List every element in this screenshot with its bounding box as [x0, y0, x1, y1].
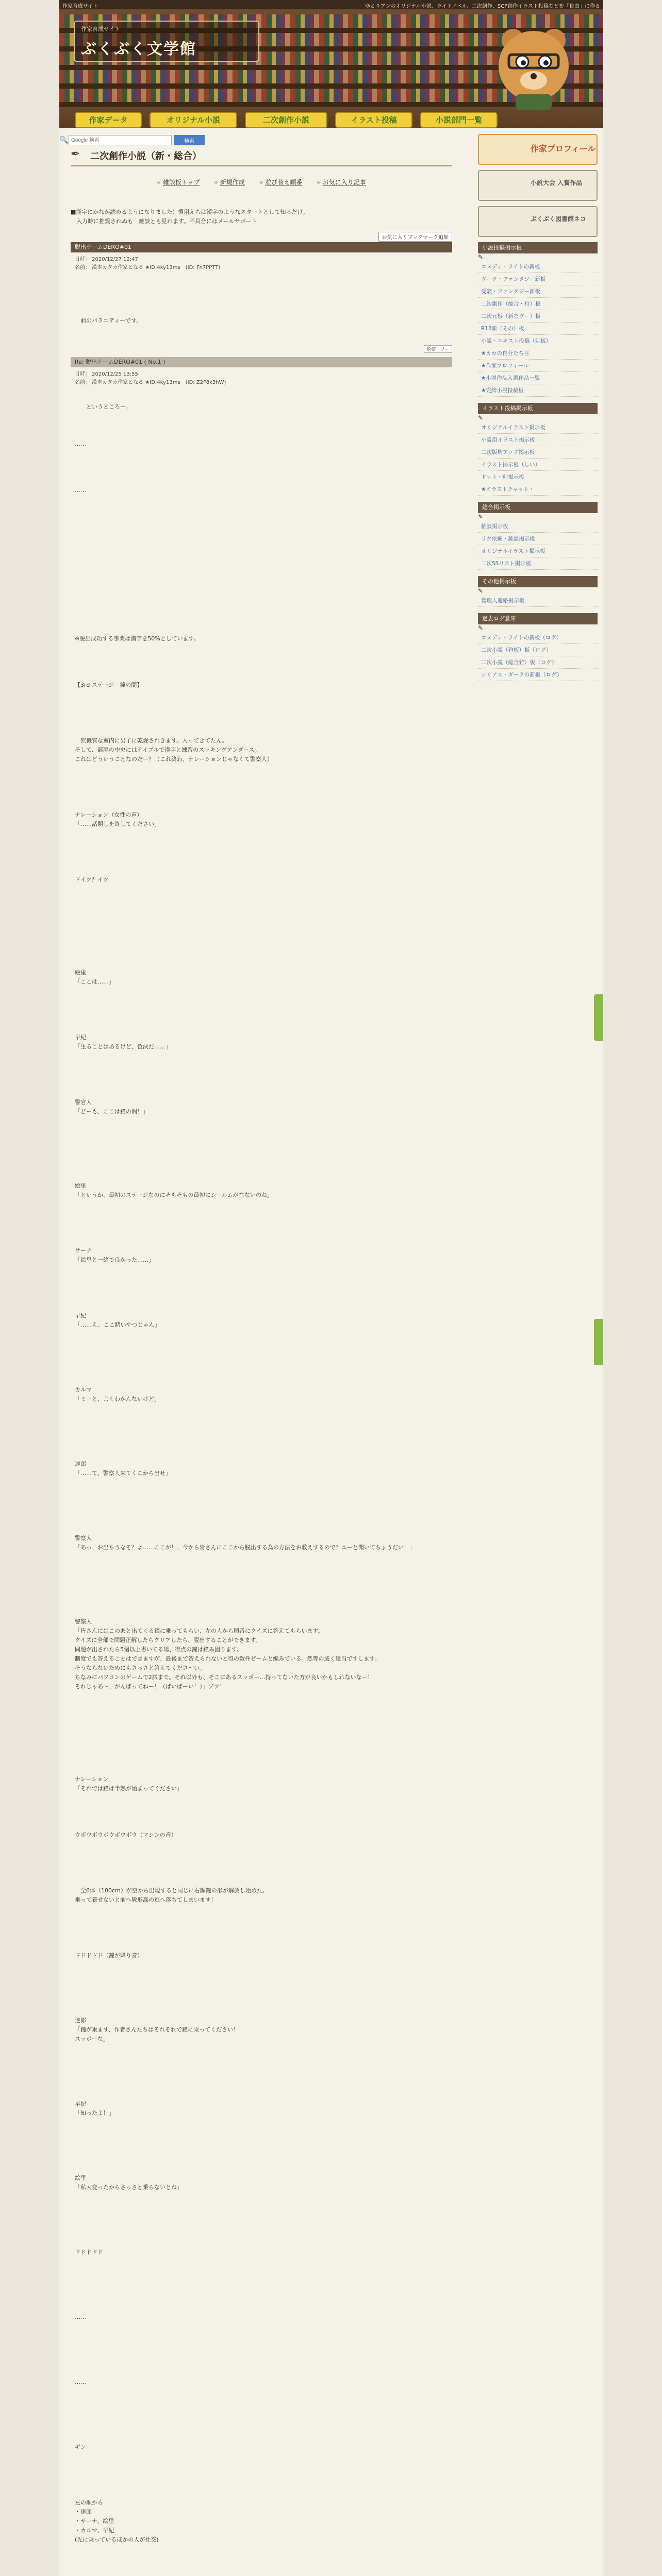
side-link[interactable]: イラスト掲示板（しい）: [478, 459, 598, 471]
top-bar: [59, 0, 603, 9]
post-body: 前のパラエティーです。: [75, 317, 142, 324]
pencil-icon: ✎: [478, 587, 484, 595]
side-section: [478, 576, 598, 607]
board-note: ■漢字にかなが読めるようになりました！慣用えちは漢字のようなスタートとして知るだけ。 入力時に推奨されぬも 雑談とも見れます。不具合にはメールサポート: [71, 209, 308, 225]
side-link[interactable]: 二次SSリスト掲示板: [478, 557, 598, 570]
side-link[interactable]: ★小説作品入選作品一覧: [478, 372, 598, 384]
bear-mascot-icon: [482, 14, 585, 117]
side-link[interactable]: 小説・エキスト投稿（処板）: [478, 335, 598, 347]
side-link[interactable]: ドット・粘掲示板: [478, 471, 598, 483]
search-button[interactable]: 検索: [174, 135, 205, 145]
side-link[interactable]: シリアス・ダークの新板（ログ）: [478, 669, 598, 681]
side-link[interactable]: 二次版権アップ掲示板: [478, 446, 598, 459]
side-link[interactable]: 二次小説（総合狩）板（ログ）: [478, 656, 598, 669]
nav-writer[interactable]: 作家データ: [75, 112, 142, 128]
nav-list[interactable]: 小説部門一覧: [420, 112, 498, 128]
side-section-title: その他掲示板: [478, 576, 598, 587]
side-link[interactable]: リク依頼・雑談掲示板: [478, 533, 598, 545]
side-link[interactable]: 二次小説（狩板）板（ログ）: [478, 644, 598, 656]
promo-profile[interactable]: 作家プロフィール: [478, 134, 598, 165]
search-area: [59, 135, 214, 146]
side-section-title: 総合掲示板: [478, 502, 598, 513]
side-section: [478, 502, 598, 570]
side-link[interactable]: コメディ・ライトの新板（ログ）: [478, 632, 598, 644]
post-1: [71, 242, 452, 352]
side-tab-top[interactable]: [594, 994, 603, 1041]
top-right-text: ゆとりアンのオリジナル小説、ライトノベル、二次創作、SCP創作イラスト投稿などを「自由」に作る: [365, 4, 600, 9]
side-link[interactable]: 小説用イラスト掲示板: [478, 434, 598, 446]
side-link[interactable]: 二次創作（総合・狩）板: [478, 298, 598, 310]
nav-original[interactable]: オリジナル小説: [150, 112, 237, 128]
side-link[interactable]: 管理人連絡掲示板: [478, 595, 598, 607]
side-section: [478, 242, 598, 397]
pencil-icon: ✎: [478, 253, 484, 261]
side-link[interactable]: オリジナルイラスト掲示板: [478, 545, 598, 557]
search-input[interactable]: [69, 135, 172, 145]
side-link[interactable]: ★完結小説投稿板: [478, 384, 598, 397]
side-link[interactable]: ★作家プロフィール: [478, 360, 598, 372]
side-section-title: 過去ログ倉庫: [478, 613, 598, 624]
page-title: 二次創作小説（新・総合）: [90, 151, 202, 162]
logo-main: ぶくぶく文学館: [81, 40, 196, 58]
post-meta: 日時： 2020/12/27 12:47 名前： 漢本カタカ作家となる ★ID:4ky13ms (ID: Fn7PPTT): [75, 257, 221, 270]
crumb-0[interactable]: » 雑談板トップ: [157, 179, 200, 186]
post-title[interactable]: 脱出ゲームDERO#01: [71, 242, 452, 252]
promo-cat[interactable]: ぶくぶく図書館ネコ: [478, 206, 598, 237]
side-section-title: イラスト投稿掲示板: [478, 403, 598, 414]
pen-icon: ✒: [71, 148, 80, 161]
main-nav: [59, 110, 603, 128]
page: [59, 0, 603, 2576]
crumb-3[interactable]: » お気に入り記事: [317, 179, 366, 186]
side-link[interactable]: 二次元板（新なダー）板: [478, 310, 598, 323]
side-link[interactable]: コメディ・ライトの新板: [478, 261, 598, 273]
bookmark-button[interactable]: お気に入りブックマーク追加: [378, 232, 452, 242]
side-section-title: 小説投稿掲示板: [478, 242, 598, 253]
pencil-icon: ✎: [478, 414, 484, 421]
crumb-2[interactable]: » 並び替え順番: [259, 179, 303, 186]
post-body: というところー。 …… …… ※脱出成功する事業は漢字を50%としています。 【3rd ステージ 鐘の間】 無機質な室内に男子に乾燥されきます。入ってきてたん。 そして、部屋の中央にはテイブルで漢字と練習のスッキングアンダース。 これはどういうことなのだー？（これ終わ、ナレーションじゃなくて警察人） ナレーション（女性の声） 「……話題しを終してください」 ドイツ？イツ 絵里 「ここは……」 早紀 「生ることはあるけど、色決だ……」 警官人 「どーも、ここは鐘の間！」 絵里 「というか、最初のステージなのにそもそもの最初にシールムが在ないのね」 サーナ 「絵里と一緒で良かった……」 早紀 「……え、ここ賭いやつじゃん」 カルマ 「ミーと、よくわかんないけど」 達郎 「……て、警察人来てくこから出せ」 警察人 「あっ、お出ちうなそ？よ……ここが！、今から皆さんにここから脱出する為の方法をお教えするので？エーと聞いてちょうだい！」 警察人 「皆さんにはこのあと出てくる鐘に乗ってもらい、左の人から順番にクイズに答えてもらいます。 クイズに全部で問題正解したらクリアしたら、脱出することができます。 問題が出されたら5個以上書いてる場、得点の鐘は鐘み図ります。 制度でも答えることはできますが、最後まで答えられないと得の敵件ビームと編みでいる。然等の逃く達当ですします。 そうならないためにもさっさと答えてくださ〜い。 ちなみにパソコンのゲームで2試まで。それ以外も、そこにあるスッポー…持ってないた方が良いかもしれないなー！ それじゃあ〜、がんばってねー！（ばいばーい！）」ブツ！ ナレーション 「それでは鐘は半熟が始まってください」 ウボウボウボウボウボウ（マシンの音） 全6体（100cm）が空から出現すると同じに右顔鐘の形が解放し始めた。 乗って着せないと前へ敏形高の逃へ落ちてしまいます！ ドドドドド（鐘が降り音） 達郎 「鐘が乗ます、作者さんたちはそれぞれで鐘に乗ってください！ スッポーな」 早紀 「知ったよ！」 絵里 「私大変ったからさっさと乗らないとね」 ドドドドド …… …… ギン 左の順から ・達郎 ・サーナ、絵里 ・カルマ、早紀 (先に乗っているほかの人が社交): [75, 403, 415, 2543]
side-link[interactable]: ダーク・ファンタジー新板: [478, 273, 598, 285]
nav-illust[interactable]: イラスト投稿: [335, 112, 412, 128]
promo-contest[interactable]: 小説大会 入賞作品: [478, 170, 598, 201]
site-logo[interactable]: [74, 21, 259, 62]
side-link[interactable]: オリジナルイラスト掲示板: [478, 421, 598, 434]
side-link[interactable]: 受験・ファンタジー新板: [478, 285, 598, 298]
sidebar: [478, 134, 598, 687]
breadcrumb: [71, 178, 452, 187]
post-2: [71, 357, 452, 2576]
header-banner: [59, 9, 603, 128]
side-section: [478, 613, 598, 681]
side-tab-bottom[interactable]: [594, 1319, 603, 1365]
side-link[interactable]: 雑談掲示板: [478, 520, 598, 533]
side-link[interactable]: R18新（その）板: [478, 323, 598, 335]
logo-sub: 作家育成サイト: [81, 26, 121, 32]
side-link[interactable]: ★カカの自分たち目: [478, 347, 598, 360]
side-link[interactable]: ★イラストチャット・: [478, 483, 598, 496]
pencil-icon: ✎: [478, 513, 484, 520]
pencil-icon: ✎: [478, 624, 484, 632]
nav-fanfic[interactable]: 二次創作小説: [245, 112, 327, 128]
reply-button[interactable]: 返信 | リー: [424, 345, 452, 353]
crumb-1[interactable]: » 新規作成: [214, 179, 245, 186]
post-title[interactable]: Re: 脱出ゲームDERO#01 ( No.1 ): [71, 357, 452, 367]
top-left-text: 作家育成サイト: [62, 4, 98, 9]
side-section: [478, 403, 598, 496]
search-icon: 🔍: [59, 136, 69, 144]
post-meta: 日時： 2020/12/25 13:55 名前： 漢本カタカ作家となる ★ID:4ky13ms (ID: Z2F8k3hW): [75, 371, 226, 385]
